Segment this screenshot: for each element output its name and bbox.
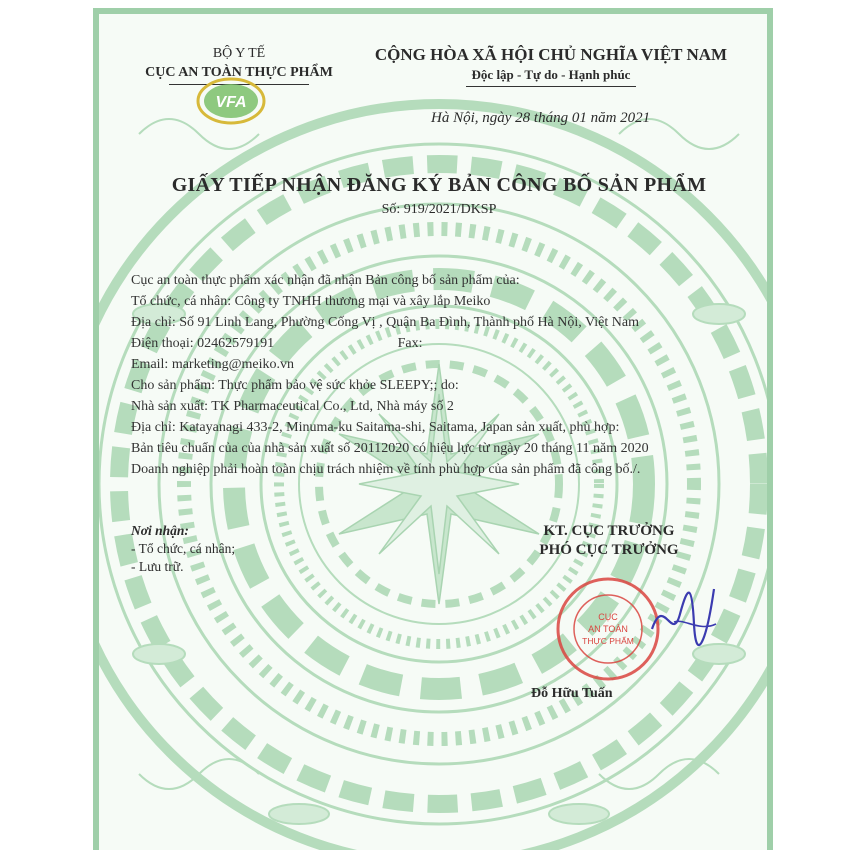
- svg-text:VFA: VFA: [215, 94, 247, 111]
- signatory-role-1: KT. CỤC TRƯỞNG: [543, 523, 675, 539]
- motto-underline: [466, 86, 636, 87]
- fax-line: Fax:: [397, 336, 423, 351]
- signatory-role-2: PHÓ CỤC TRƯỞNG: [539, 542, 679, 558]
- svg-text:AN TOÀN: AN TOÀN: [588, 624, 628, 634]
- address-line: Địa chỉ: Số 91 Linh Lang, Phường Cống Vị , Quận Ba Đình, Thành phố Hà Nội, Việt Nam: [131, 315, 639, 330]
- recipients-heading: Nơi nhận:: [131, 523, 189, 538]
- svg-text:THỰC PHẨM: THỰC PHẨM: [582, 636, 634, 646]
- signer-name: Đỗ Hữu Tuấn: [531, 686, 613, 701]
- recipients: [131, 522, 235, 576]
- country-name: CỘNG HÒA XÃ HỘI CHỦ NGHĨA VIỆT NAM: [374, 45, 728, 64]
- svg-text:CỤC: CỤC: [598, 612, 618, 622]
- document-body: [131, 270, 771, 480]
- recipient-item: - Lưu trữ.: [131, 559, 184, 574]
- national-header: [361, 44, 741, 87]
- motto: Độc lập - Tự do - Hạnh phúc: [471, 67, 631, 82]
- email-line: Email: marketing@meiko.vn: [131, 357, 294, 372]
- agency-name: CỤC AN TOÀN THỰC PHẨM: [145, 65, 333, 80]
- phone-fax-row: [131, 333, 771, 354]
- vfa-logo: [195, 76, 267, 126]
- issue-date: Hà Nội, ngày 28 tháng 01 năm 2021: [431, 110, 651, 126]
- product-line: Cho sản phẩm: Thực phẩm bảo vệ sức khỏe SLEEPY;; do:: [131, 378, 459, 393]
- certificate-document: [93, 8, 773, 850]
- document-title: GIẤY TIẾP NHẬN ĐĂNG KÝ BẢN CÔNG BỐ SẢN PHẨM: [171, 174, 707, 196]
- ministry-name: BỘ Y TẾ: [212, 46, 266, 61]
- phone-line: Điện thoại: 02462579191: [131, 336, 275, 351]
- responsibility-line: Doanh nghiệp phải hoàn toàn chịu trách nhiệm về tính phù hợp của sản phẩm đã công bố./.: [131, 462, 641, 477]
- signature-title: [499, 522, 719, 560]
- intro-line: Cục an toàn thực phẩm xác nhận đã nhận Bản công bố sản phẩm của:: [131, 273, 520, 288]
- document-number: Số: 919/2021/DKSP: [381, 202, 497, 217]
- handwritten-signature: [644, 574, 724, 654]
- standard-line: Bản tiêu chuẩn của của nhà sản xuất số 20112020 có hiệu lực từ ngày 20 tháng 11 năm 2020: [131, 441, 649, 456]
- manufacturer-address-line: Địa chỉ: Katayanagi 433-2, Minuma-ku Saitama-shi, Saitama, Japan sản xuất, phù hợp:: [131, 420, 620, 435]
- recipient-item: - Tổ chức, cá nhân;: [131, 541, 236, 556]
- manufacturer-line: Nhà sản xuất: TK Pharmaceutical Co., Ltd, Nhà máy số 2: [131, 399, 454, 414]
- organization-line: Tổ chức, cá nhân: Công ty TNHH thương mại và xây lắp Meiko: [131, 294, 491, 309]
